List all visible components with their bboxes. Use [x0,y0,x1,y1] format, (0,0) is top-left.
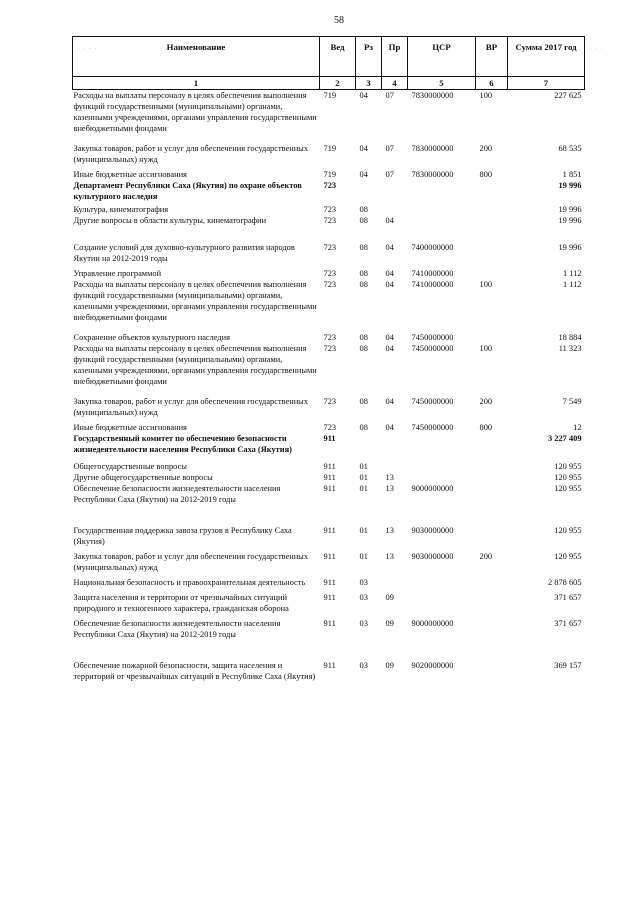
row-pr: 09 [385,661,394,670]
table-row [73,551,585,577]
row-sum: 120 955 [554,552,582,561]
row-sum: 1 112 [562,269,582,278]
row-csr: 7410000000 [411,280,454,289]
row-vr [476,242,508,268]
row-sum: 227 625 [554,91,582,100]
row-sum: 120 955 [554,473,582,482]
row-name: Управление программой [73,269,162,278]
table-row [73,343,585,396]
row-ved: 911 [323,484,336,493]
row-ved: 911 [323,593,336,602]
table-row [73,660,585,682]
table-row [73,143,585,169]
row-ved: 911 [323,578,336,587]
column-number: 2 [320,77,356,90]
row-pr: 04 [385,280,394,289]
row-ved: 723 [323,269,337,278]
row-name: Иные бюджетные ассигнования [73,170,187,179]
row-name: Общегосударственные вопросы [73,462,187,471]
row-sum: 19 996 [558,243,582,252]
scan-artifact: · · · [590,46,604,52]
row-vr [476,472,508,483]
row-rz: 01 [359,473,368,482]
row-pr [382,433,408,461]
row-rz: 08 [359,205,368,214]
row-sum: 1 112 [562,280,582,289]
row-pr: 04 [385,269,394,278]
row-vr [476,483,508,525]
row-vr [476,592,508,618]
row-rz: 03 [359,661,368,670]
row-csr: 7450000000 [411,333,454,342]
row-vr: 100 [479,344,493,353]
row-name: Расходы на выплаты персоналу в целях обеспечения выполнения функций государственными (муниципальными) органами, казенными учреждениями, органами управления государственными внебюджетными фондами [73,280,317,322]
row-ved: 719 [323,170,337,179]
table-row [73,268,585,279]
row-ved: 719 [323,144,337,153]
table-row [73,618,585,660]
row-ved: 719 [323,91,337,100]
row-rz: 08 [359,269,368,278]
row-pr: 13 [385,552,394,561]
row-pr: 04 [385,397,394,406]
row-rz: 04 [359,144,368,153]
row-vr [476,577,508,592]
row-name: Иные бюджетные ассигнования [73,423,187,432]
row-ved: 723 [323,243,337,252]
table-row [73,396,585,422]
row-vr: 800 [479,170,493,179]
row-ved: 911 [323,619,336,628]
row-sum: 120 955 [554,526,582,535]
row-vr: 800 [479,423,493,432]
row-ved: 723 [323,280,337,289]
table-row [73,279,585,332]
row-pr [382,577,408,592]
row-ved: 911 [323,526,336,535]
table-row [73,215,585,242]
column-header-pr: Пр [382,37,408,77]
row-vr [476,204,508,215]
header-row [73,37,585,77]
row-sum: 19 996 [558,181,582,190]
row-rz: 08 [359,216,368,225]
row-ved: 911 [323,661,336,670]
row-vr: 100 [479,91,493,100]
column-header-sum: Сумма 2017 год [508,37,585,77]
column-header-vr: ВР [476,37,508,77]
row-pr [382,180,408,204]
row-sum: 11 323 [558,344,582,353]
row-csr [408,472,476,483]
row-rz: 08 [359,333,368,342]
row-ved: 723 [323,333,337,342]
row-name: Другие общегосударственные вопросы [73,473,213,482]
table-row [73,461,585,472]
row-rz: 08 [359,423,368,432]
row-sum: 18 884 [558,333,582,342]
table-row [73,525,585,551]
row-rz: 08 [359,344,368,353]
row-sum: 12 [573,423,582,432]
row-sum: 7 549 [562,397,582,406]
row-csr: 9020000000 [411,661,454,670]
row-name: Создание условий для духовно-культурного развития народов Якутии на 2012-2019 годы [73,243,295,263]
row-sum: 1 851 [562,170,582,179]
row-vr: 200 [479,397,493,406]
table-row [73,483,585,525]
row-vr [476,461,508,472]
row-vr [476,618,508,660]
column-number: 1 [73,77,320,90]
table-row [73,577,585,592]
row-csr: 7830000000 [411,170,454,179]
row-pr: 04 [385,423,394,432]
row-vr [476,180,508,204]
row-ved: 723 [323,344,337,353]
row-name: Сохранение объектов культурного наследия [73,333,231,342]
table-row [73,592,585,618]
row-pr: 04 [385,243,394,252]
row-pr: 07 [385,91,394,100]
row-pr: 13 [385,473,394,482]
table-row [73,90,585,144]
row-name: Расходы на выплаты персоналу в целях обеспечения выполнения функций государственными (муниципальными) органами, казенными учреждениями, органами управления государственными внебюджетными фондами [73,91,317,133]
row-sum: 371 657 [554,593,582,602]
row-csr: 9030000000 [411,552,454,561]
row-rz: 01 [359,484,368,493]
row-name: Государственная поддержка завоза грузов в Республику Саха (Якутия) [73,526,292,546]
scan-artifact: · · · · [78,46,98,52]
row-csr [408,592,476,618]
table-row [73,422,585,433]
row-sum: 3 227 409 [548,434,582,443]
column-number: 7 [508,77,585,90]
row-rz: 01 [359,462,368,471]
row-sum: 19 996 [558,216,582,225]
row-sum: 2 878 605 [548,578,582,587]
row-name: Другие вопросы в области культуры, кинематографии [73,216,267,225]
row-name: Закупка товаров, работ и услуг для обеспечения государственных (муниципальных) нужд [73,397,309,417]
column-number-row [73,77,585,90]
row-vr [476,660,508,682]
row-vr: 100 [479,280,493,289]
row-vr [476,525,508,551]
row-sum: 120 955 [554,462,582,471]
row-name: Национальная безопасность и правоохранительная деятельность [73,578,306,587]
row-csr: 7450000000 [411,397,454,406]
row-rz [356,180,382,204]
row-sum: 371 657 [554,619,582,628]
column-number: 4 [382,77,408,90]
row-rz: 04 [359,91,368,100]
row-csr: 9030000000 [411,526,454,535]
row-csr: 7410000000 [411,269,454,278]
row-csr: 9000000000 [411,619,454,628]
column-number: 3 [356,77,382,90]
row-rz [356,433,382,461]
column-header-rz: Рз [356,37,382,77]
row-sum: 68 535 [558,144,582,153]
table-row [73,332,585,343]
row-vr [476,332,508,343]
row-rz: 08 [359,397,368,406]
table-row [73,180,585,204]
column-header-csr: ЦСР [408,37,476,77]
row-pr: 04 [385,333,394,342]
row-sum: 120 955 [554,484,582,493]
row-csr: 7830000000 [411,91,454,100]
row-ved: 723 [323,423,337,432]
row-name: Расходы на выплаты персоналу в целях обеспечения выполнения функций государственными (муниципальными) органами, казенными учреждениями, органами управления государственными внебюджетными фондами [73,344,317,386]
table-row [73,242,585,268]
row-vr: 200 [479,144,493,153]
row-name: Защита населения и территории от чрезвычайных ситуаций природного и техногенного характера, гражданская оборона [73,593,289,613]
table-row [73,204,585,215]
row-ved: 911 [323,434,336,443]
row-rz: 04 [359,170,368,179]
budget-table [72,36,585,682]
row-pr: 04 [385,344,394,353]
row-csr: 7400000000 [411,243,454,252]
table-row [73,433,585,461]
row-ved: 723 [323,181,337,190]
row-pr: 09 [385,593,394,602]
row-pr: 04 [385,216,394,225]
row-vr [476,433,508,461]
row-csr [408,204,476,215]
row-name: Департамент Республики Саха (Якутия) по охране объектов культурного наследия [73,181,302,201]
row-csr: 7450000000 [411,344,454,353]
column-header-ved: Вед [320,37,356,77]
row-name: Обеспечение безопасности жизнедеятельности населения Республики Саха (Якутия) на 2012-2019 годы [73,619,281,639]
row-pr: 13 [385,526,394,535]
row-ved: 911 [323,473,336,482]
row-ved: 723 [323,216,337,225]
row-sum: 19 996 [558,205,582,214]
row-pr: 07 [385,170,394,179]
row-csr: 9000000000 [411,484,454,493]
column-number: 5 [408,77,476,90]
row-rz: 03 [359,578,368,587]
row-name: Закупка товаров, работ и услуг для обеспечения государственных (муниципальных) нужд [73,144,309,164]
row-rz: 08 [359,280,368,289]
row-rz: 08 [359,243,368,252]
row-pr [382,204,408,215]
row-pr: 13 [385,484,394,493]
row-csr: 7830000000 [411,144,454,153]
row-name: Культура, кинематография [73,205,169,214]
row-vr [476,215,508,242]
row-rz: 01 [359,526,368,535]
row-rz: 03 [359,619,368,628]
row-csr [408,461,476,472]
column-header-name: Наименование [73,37,320,77]
row-vr: 200 [479,552,493,561]
table-body [73,90,585,683]
row-name: Обеспечение безопасности жизнедеятельности населения Республики Саха (Якутия) на 2012-2019 годы [73,484,281,504]
page-number: 58 [334,15,344,26]
row-rz: 03 [359,593,368,602]
row-ved: 911 [323,462,336,471]
table-row [73,472,585,483]
row-ved: 723 [323,397,337,406]
row-ved: 723 [323,205,337,214]
row-csr [408,577,476,592]
row-pr: 07 [385,144,394,153]
row-name: Обеспечение пожарной безопасности, защита населения и территорий от чрезвычайных ситуаций в Республике Саха (Якутия) [73,661,316,681]
row-name: Закупка товаров, работ и услуг для обеспечения государственных (муниципальных) нужд [73,552,309,572]
row-name: Государственный комитет по обеспечению безопасности жизнедеятельности населения Республики Саха (Якутия) [73,434,292,454]
row-sum: 369 157 [554,661,582,670]
budget-table-container [72,36,584,682]
column-number: 6 [476,77,508,90]
row-pr: 09 [385,619,394,628]
row-rz: 01 [359,552,368,561]
table-row [73,169,585,180]
row-pr [382,461,408,472]
row-csr [408,433,476,461]
row-ved: 911 [323,552,336,561]
row-vr [476,268,508,279]
row-csr [408,215,476,242]
row-csr [408,180,476,204]
row-csr: 7450000000 [411,423,454,432]
